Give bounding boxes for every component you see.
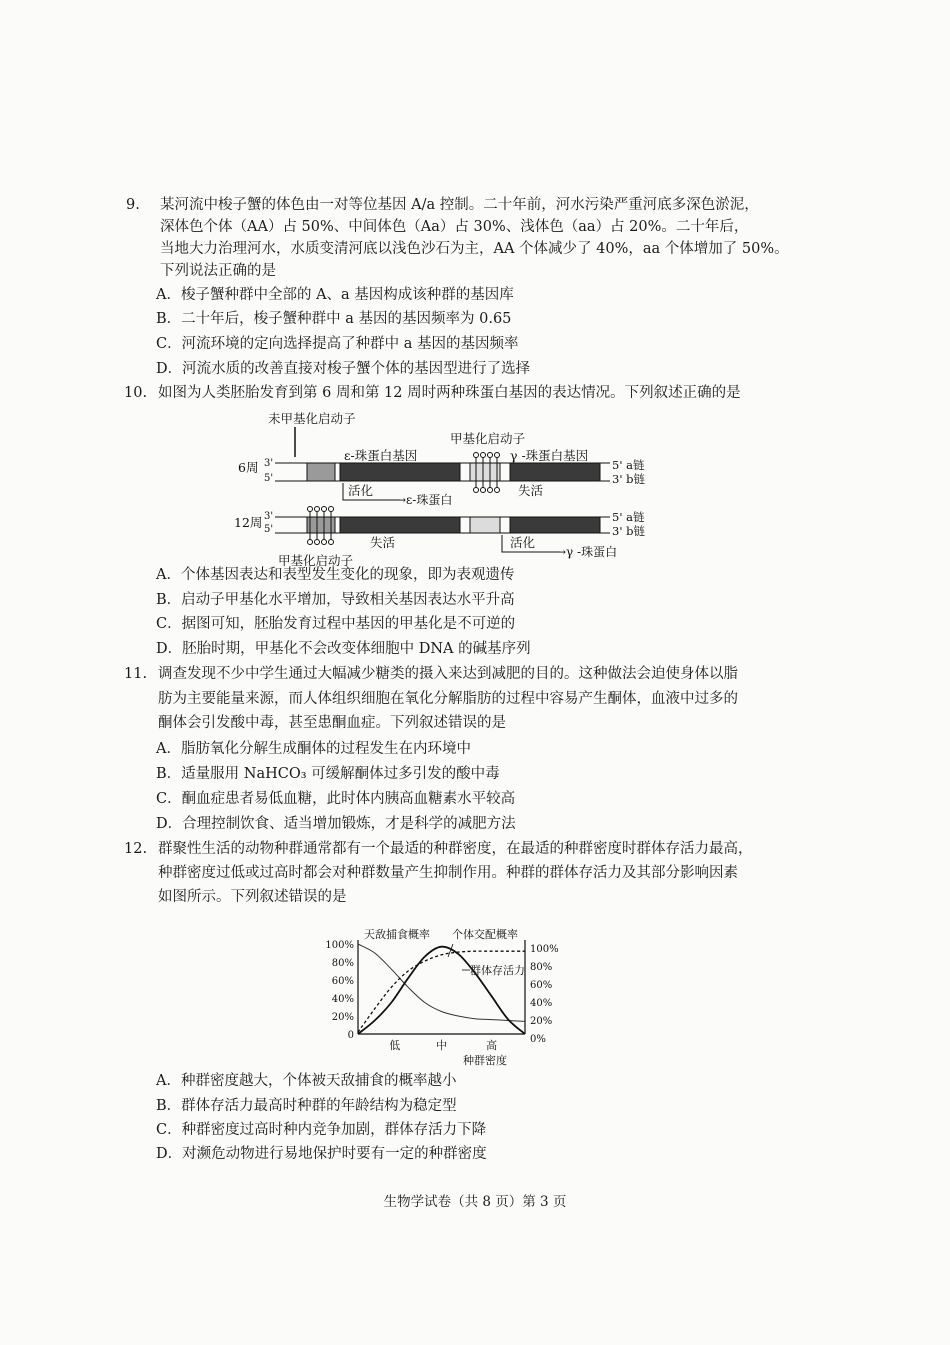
q12-stem-line: 如图所示。下列叙述错误的是 — [158, 889, 347, 905]
week6-a-chain: 5' a链 — [612, 458, 645, 472]
week12-3prime: 3' — [264, 511, 274, 522]
week12-a-chain: 5' a链 — [612, 510, 645, 524]
y-tick-right: 60% — [530, 980, 553, 991]
q9-option-b: B．二十年后，梭子蟹种群中 a 基因的基因频率为 0.65 — [156, 311, 512, 327]
q12-stem-line: 群聚性生活的动物种群通常都有一个最适的种群密度，在最适的种群密度时群体存活力最高， — [158, 841, 753, 857]
week6-label: 6周 — [238, 460, 259, 475]
q9-stem-line: 深体色个体（AA）占 50%、中间体色（Aa）占 30%、浅体色（aa）占 20%。二十年后， — [160, 219, 749, 235]
week6-b-chain: 3' b链 — [612, 472, 645, 486]
epsilon-protein-label: →ε-珠蛋白 — [396, 493, 453, 507]
x-tick-label: 低 — [389, 1039, 401, 1052]
week6-inactivate-label: 失活 — [518, 483, 544, 498]
y-tick-left: 40% — [331, 994, 354, 1005]
legend-predation: 天敌捕食概率 — [364, 928, 430, 941]
series-line-thick — [358, 947, 525, 1034]
y-tick-left: 60% — [331, 976, 354, 987]
q11-number: 11. — [124, 666, 148, 682]
q9-number: 9. — [126, 197, 140, 213]
week6-3prime: 3' — [264, 458, 274, 469]
week12-b-chain: 3' b链 — [612, 524, 645, 538]
q12-option-d: D．对濒危动物进行易地保护时要有一定的种群密度 — [156, 1146, 487, 1162]
q10-option-a: A．个体基因表达和表型发生变化的现象，即为表观遗传 — [156, 567, 515, 583]
week12-5prime: 5' — [264, 524, 274, 535]
q9-stem-line: 当地大力治理河水，水质变清河底以浅色沙石为主，AA 个体减少了 40%，aa 个体增加了 50%。 — [160, 241, 789, 257]
week6-5prime: 5' — [264, 473, 274, 484]
x-axis-label: 种群密度 — [463, 1054, 507, 1067]
q11-option-a: A．脂肪氧化分解生成酮体的过程发生在内环境中 — [156, 741, 471, 757]
epsilon-gene-label: ε-珠蛋白基因 — [344, 448, 418, 463]
y-tick-right: 40% — [530, 998, 553, 1009]
y-tick-right: 80% — [530, 962, 553, 973]
week6-activate-label: 活化 — [348, 483, 374, 498]
q10-stem-line: 如图为人类胚胎发育到第 6 周和第 12 周时两种珠蛋白基因的表达情况。下列叙述正确的是 — [158, 385, 741, 401]
q12-option-a: A．种群密度越大，个体被天敌捕食的概率越小 — [156, 1073, 457, 1089]
q11-option-b: B．适量服用 NaHCO₃ 可缓解酮体过多引发的酸中毒 — [156, 766, 500, 782]
x-tick-label: 高 — [486, 1039, 498, 1052]
q9-option-c: C．河流环境的定向选择提高了种群中 a 基因的基因频率 — [156, 336, 519, 352]
population-density-chart — [320, 922, 580, 1072]
week12-inactivate-label: 失活 — [370, 535, 396, 550]
q9-stem-line: 下列说法正确的是 — [160, 263, 276, 279]
y-tick-left: 100% — [325, 940, 354, 951]
q11-option-d: D．合理控制饮食、适当增加锻炼，才是科学的减肥方法 — [156, 816, 516, 832]
week12-label: 12周 — [234, 515, 263, 530]
methylated-promoter-label: 甲基化启动子 — [450, 431, 526, 446]
y-tick-right: 100% — [530, 944, 559, 955]
q10-option-b: B．启动子甲基化水平增加，导致相关基因表达水平升高 — [156, 592, 515, 608]
y-tick-right: 0% — [530, 1034, 546, 1045]
q10-option-d: D．胚胎时期，甲基化不会改变体细胞中 DNA 的碱基序列 — [156, 641, 531, 657]
legend-mating: 个体交配概率 — [452, 928, 518, 941]
y-tick-left: 20% — [331, 1012, 354, 1023]
q9-stem-line: 某河流中梭子蟹的体色由一对等位基因 A/a 控制。二十年前，河水污染严重河底多深色淤泥， — [160, 197, 759, 213]
x-tick-label: 中 — [436, 1039, 447, 1052]
gamma-gene-label: γ -珠蛋白基因 — [510, 448, 589, 463]
week12-activate-label: 活化 — [510, 535, 536, 550]
q9-option-a: A．梭子蟹种群中全部的 A、a 基因构成该种群的基因库 — [156, 287, 514, 303]
q12-option-b: B．群体存活力最高时种群的年龄结构为稳定型 — [156, 1098, 457, 1114]
q11-stem-line: 调查发现不少中学生通过大幅减少糖类的摄入来达到减肥的目的。这种做法会迫使身体以脂 — [158, 666, 738, 682]
q10-option-c: C．据图可知，胚胎发育过程中基因的甲基化是不可逆的 — [156, 616, 516, 632]
q12-option-c: C．种群密度过高时种内竞争加剧，群体存活力下降 — [156, 1122, 487, 1138]
y-tick-left: 0 — [347, 1030, 354, 1041]
q9-option-d: D．河流水质的改善直接对梭子蟹个体的基因型进行了选择 — [156, 361, 531, 377]
gene-expression-figure — [220, 405, 680, 570]
legend-survival: 群体存活力 — [470, 964, 525, 977]
methylated-promoter-bottom-label: 甲基化启动子 — [278, 553, 354, 568]
q11-option-c: C．酮血症患者易低血糖，此时体内胰高血糖素水平较高 — [156, 791, 516, 807]
q10-number: 10. — [124, 385, 148, 401]
q11-stem-line: 肪为主要能量来源，而人体组织细胞在氧化分解脂肪的过程中容易产生酮体，血液中过多的 — [158, 691, 738, 707]
y-tick-left: 80% — [331, 958, 354, 969]
q12-stem-line: 种群密度过低或过高时都会对种群数量产生抑制作用。种群的群体存活力及其部分影响因素 — [158, 865, 738, 881]
unmethylated-promoter-label: 未甲基化启动子 — [268, 411, 356, 426]
y-tick-right: 20% — [530, 1016, 553, 1027]
q11-stem-line: 酮体会引发酸中毒，甚至患酮血症。下列叙述错误的是 — [158, 715, 506, 731]
gamma-protein-label: →γ -珠蛋白 — [556, 545, 618, 559]
q12-number: 12. — [124, 841, 148, 857]
page-footer: 生物学试卷（共 8 页）第 3 页 — [383, 1194, 567, 1210]
